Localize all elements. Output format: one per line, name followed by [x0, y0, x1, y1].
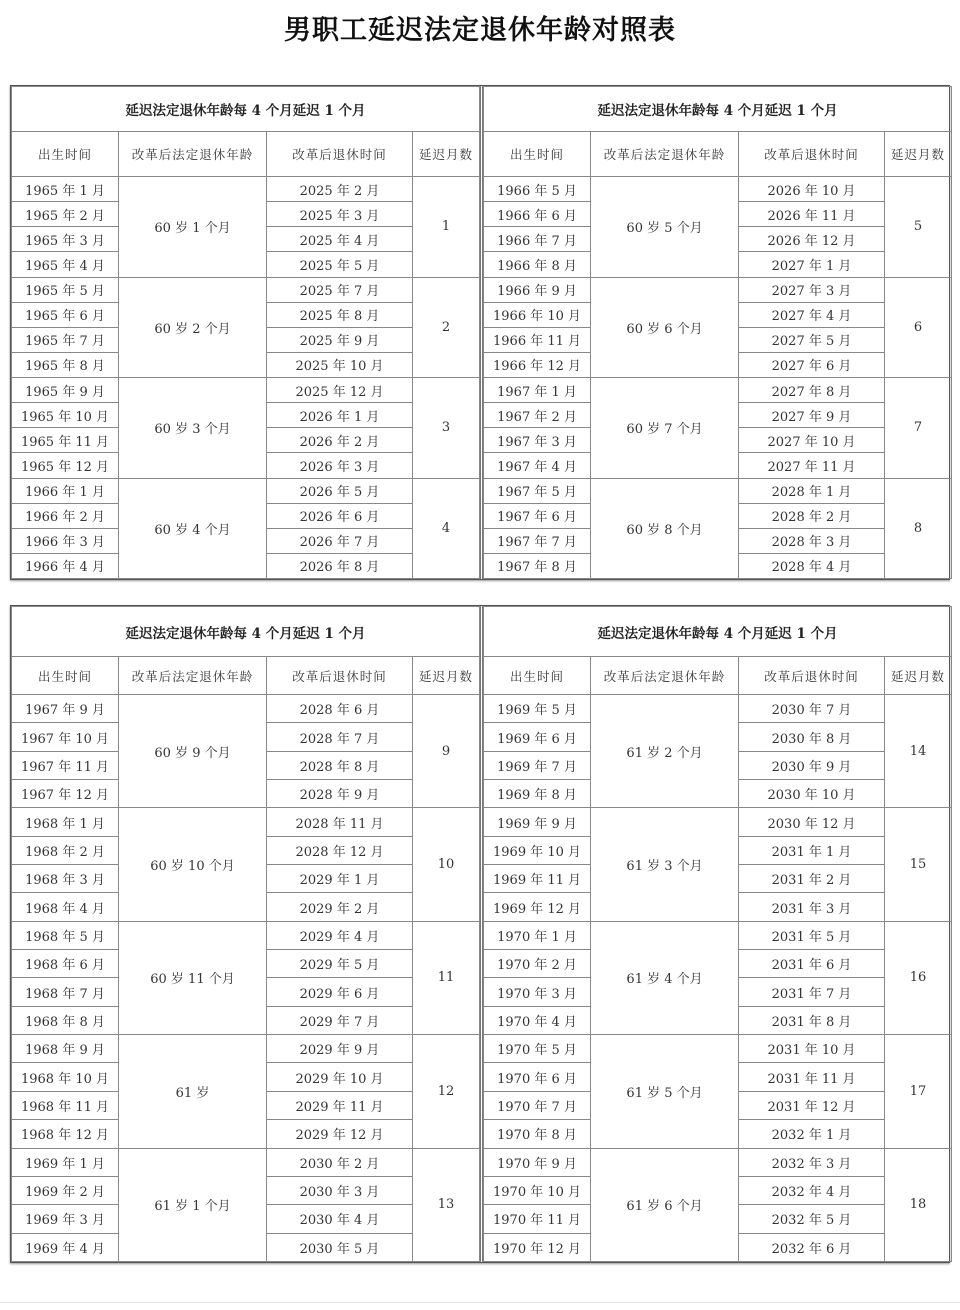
retirement-date-cell: 2031 年 8 月	[739, 1006, 885, 1034]
retirement-date-cell: 2025 年 5 月	[267, 252, 413, 277]
header-birth-date: 出生时间	[12, 657, 119, 695]
delay-months-cell: 11	[413, 921, 480, 1034]
retirement-date-cell: 2031 年 11 月	[739, 1063, 885, 1091]
retirement-date-cell: 2029 年 11 月	[267, 1091, 413, 1119]
header-birth-date: 出生时间	[12, 132, 119, 177]
header-retirement-date: 改革后退休时间	[739, 657, 885, 695]
table-row	[12, 177, 480, 202]
birth-date-cell: 1966 年 8 月	[484, 252, 591, 277]
retirement-date-cell: 2028 年 1 月	[739, 478, 885, 503]
retirement-age-cell: 61 岁 1 个月	[119, 1148, 267, 1262]
retirement-age-cell: 61 岁 3 个月	[591, 808, 739, 921]
birth-date-cell: 1970 年 4 月	[484, 1006, 591, 1034]
retirement-date-cell: 2031 年 3 月	[739, 893, 885, 921]
birth-date-cell: 1969 年 6 月	[484, 723, 591, 751]
delay-months-cell: 8	[885, 478, 952, 579]
birth-date-cell: 1965 年 6 月	[12, 302, 119, 327]
table-row	[12, 277, 480, 302]
retirement-age-cell: 61 岁 6 个月	[591, 1148, 739, 1262]
retirement-date-cell: 2028 年 4 月	[739, 553, 885, 578]
delay-months-cell: 14	[885, 695, 952, 808]
birth-date-cell: 1968 年 10 月	[12, 1063, 119, 1091]
birth-date-cell: 1967 年 1 月	[484, 378, 591, 403]
table-panel	[11, 606, 480, 1262]
retirement-date-cell: 2027 年 5 月	[739, 327, 885, 352]
retirement-date-cell: 2031 年 12 月	[739, 1091, 885, 1119]
retirement-date-cell: 2029 年 12 月	[267, 1120, 413, 1148]
retirement-date-cell: 2025 年 9 月	[267, 327, 413, 352]
birth-date-cell: 1967 年 3 月	[484, 428, 591, 453]
retirement-age-cell: 60 岁 3 个月	[119, 378, 267, 479]
birth-date-cell: 1970 年 12 月	[484, 1233, 591, 1261]
birth-date-cell: 1970 年 7 月	[484, 1091, 591, 1119]
birth-date-cell: 1966 年 1 月	[12, 478, 119, 503]
table-row	[12, 808, 480, 836]
table-title: 延迟法定退休年龄每 4 个月延迟 1 个月	[12, 87, 480, 132]
retirement-date-cell: 2028 年 12 月	[267, 836, 413, 864]
birth-date-cell: 1965 年 3 月	[12, 227, 119, 252]
delay-months-cell: 5	[885, 177, 952, 278]
delay-months-cell: 16	[885, 921, 952, 1034]
retirement-date-cell: 2027 年 8 月	[739, 378, 885, 403]
table-row	[484, 695, 952, 723]
table-panel	[11, 86, 480, 579]
birth-date-cell: 1970 年 2 月	[484, 950, 591, 978]
birth-date-cell: 1968 年 12 月	[12, 1120, 119, 1148]
retirement-age-cell: 60 岁 4 个月	[119, 478, 267, 579]
retirement-date-cell: 2031 年 7 月	[739, 978, 885, 1006]
retirement-date-cell: 2029 年 7 月	[267, 1006, 413, 1034]
retirement-date-cell: 2027 年 4 月	[739, 302, 885, 327]
birth-date-cell: 1966 年 11 月	[484, 327, 591, 352]
retirement-date-cell: 2029 年 2 月	[267, 893, 413, 921]
table-row	[12, 478, 480, 503]
retirement-date-cell: 2030 年 8 月	[739, 723, 885, 751]
retirement-date-cell: 2025 年 4 月	[267, 227, 413, 252]
birth-date-cell: 1969 年 3 月	[12, 1205, 119, 1233]
header-delay-months: 延迟月数	[885, 132, 952, 177]
retirement-date-cell: 2028 年 7 月	[267, 723, 413, 751]
birth-date-cell: 1966 年 5 月	[484, 177, 591, 202]
birth-date-cell: 1967 年 7 月	[484, 528, 591, 553]
birth-date-cell: 1969 年 5 月	[484, 695, 591, 723]
birth-date-cell: 1970 年 6 月	[484, 1063, 591, 1091]
retirement-date-cell: 2026 年 8 月	[267, 553, 413, 578]
table-row	[484, 177, 952, 202]
comparison-table-block-2	[10, 605, 950, 1263]
retirement-date-cell: 2032 年 6 月	[739, 1233, 885, 1261]
comparison-table-block-1	[10, 85, 950, 580]
retirement-date-cell: 2028 年 8 月	[267, 751, 413, 779]
retirement-date-cell: 2029 年 1 月	[267, 865, 413, 893]
divider	[0, 1302, 960, 1303]
birth-date-cell: 1970 年 3 月	[484, 978, 591, 1006]
delay-months-cell: 12	[413, 1035, 480, 1148]
table-title: 延迟法定退休年龄每 4 个月延迟 1 个月	[12, 607, 480, 657]
header-retirement-age: 改革后法定退休年龄	[591, 132, 739, 177]
retirement-date-cell: 2031 年 6 月	[739, 950, 885, 978]
table-row	[12, 921, 480, 949]
retirement-date-cell: 2027 年 1 月	[739, 252, 885, 277]
birth-date-cell: 1970 年 5 月	[484, 1035, 591, 1063]
birth-date-cell: 1968 年 2 月	[12, 836, 119, 864]
birth-date-cell: 1970 年 9 月	[484, 1148, 591, 1176]
birth-date-cell: 1966 年 2 月	[12, 503, 119, 528]
birth-date-cell: 1965 年 4 月	[12, 252, 119, 277]
retirement-date-cell: 2025 年 7 月	[267, 277, 413, 302]
table-row	[484, 478, 952, 503]
page-title: 男职工延迟法定退休年龄对照表	[284, 15, 676, 46]
retirement-age-cell: 60 岁 1 个月	[119, 177, 267, 278]
retirement-date-cell: 2029 年 9 月	[267, 1035, 413, 1063]
retirement-table	[11, 86, 480, 579]
delay-months-cell: 1	[413, 177, 480, 278]
retirement-date-cell: 2026 年 10 月	[739, 177, 885, 202]
birth-date-cell: 1965 年 11 月	[12, 428, 119, 453]
retirement-table	[483, 606, 952, 1262]
retirement-date-cell: 2030 年 3 月	[267, 1176, 413, 1204]
retirement-date-cell: 2030 年 2 月	[267, 1148, 413, 1176]
birth-date-cell: 1967 年 5 月	[484, 478, 591, 503]
retirement-date-cell: 2031 年 2 月	[739, 865, 885, 893]
retirement-date-cell: 2027 年 11 月	[739, 453, 885, 478]
table-panel	[480, 606, 952, 1262]
birth-date-cell: 1970 年 10 月	[484, 1176, 591, 1204]
birth-date-cell: 1967 年 8 月	[484, 553, 591, 578]
birth-date-cell: 1968 年 7 月	[12, 978, 119, 1006]
birth-date-cell: 1968 年 11 月	[12, 1091, 119, 1119]
retirement-age-cell: 61 岁 5 个月	[591, 1035, 739, 1148]
birth-date-cell: 1969 年 10 月	[484, 836, 591, 864]
birth-date-cell: 1966 年 3 月	[12, 528, 119, 553]
delay-months-cell: 2	[413, 277, 480, 378]
birth-date-cell: 1968 年 9 月	[12, 1035, 119, 1063]
retirement-date-cell: 2029 年 10 月	[267, 1063, 413, 1091]
header-retirement-age: 改革后法定退休年龄	[119, 132, 267, 177]
retirement-date-cell: 2027 年 6 月	[739, 352, 885, 377]
delay-months-cell: 18	[885, 1148, 952, 1262]
retirement-date-cell: 2026 年 1 月	[267, 403, 413, 428]
retirement-date-cell: 2025 年 3 月	[267, 202, 413, 227]
table-row	[484, 921, 952, 949]
retirement-date-cell: 2026 年 7 月	[267, 528, 413, 553]
delay-months-cell: 7	[885, 378, 952, 479]
table-row	[484, 1035, 952, 1063]
birth-date-cell: 1965 年 10 月	[12, 403, 119, 428]
birth-date-cell: 1967 年 11 月	[12, 751, 119, 779]
retirement-date-cell: 2029 年 5 月	[267, 950, 413, 978]
table-row	[484, 1148, 952, 1176]
birth-date-cell: 1965 年 1 月	[12, 177, 119, 202]
birth-date-cell: 1970 年 1 月	[484, 921, 591, 949]
delay-months-cell: 4	[413, 478, 480, 579]
retirement-date-cell: 2028 年 11 月	[267, 808, 413, 836]
header-retirement-date: 改革后退休时间	[267, 657, 413, 695]
birth-date-cell: 1969 年 1 月	[12, 1148, 119, 1176]
retirement-date-cell: 2030 年 7 月	[739, 695, 885, 723]
retirement-date-cell: 2026 年 2 月	[267, 428, 413, 453]
birth-date-cell: 1968 年 5 月	[12, 921, 119, 949]
birth-date-cell: 1965 年 8 月	[12, 352, 119, 377]
delay-months-cell: 17	[885, 1035, 952, 1148]
retirement-date-cell: 2031 年 1 月	[739, 836, 885, 864]
retirement-date-cell: 2025 年 12 月	[267, 378, 413, 403]
header-delay-months: 延迟月数	[413, 657, 480, 695]
table-row	[484, 808, 952, 836]
birth-date-cell: 1965 年 7 月	[12, 327, 119, 352]
header-birth-date: 出生时间	[484, 132, 591, 177]
retirement-age-cell: 61 岁 2 个月	[591, 695, 739, 808]
retirement-table	[483, 86, 952, 579]
header-retirement-age: 改革后法定退休年龄	[591, 657, 739, 695]
table-title: 延迟法定退休年龄每 4 个月延迟 1 个月	[484, 607, 952, 657]
table-title: 延迟法定退休年龄每 4 个月延迟 1 个月	[484, 87, 952, 132]
table-row	[12, 378, 480, 403]
delay-months-cell: 10	[413, 808, 480, 921]
retirement-date-cell: 2027 年 10 月	[739, 428, 885, 453]
birth-date-cell: 1966 年 9 月	[484, 277, 591, 302]
delay-months-cell: 15	[885, 808, 952, 921]
birth-date-cell: 1965 年 2 月	[12, 202, 119, 227]
retirement-age-cell: 60 岁 11 个月	[119, 921, 267, 1034]
birth-date-cell: 1966 年 10 月	[484, 302, 591, 327]
retirement-age-cell: 60 岁 10 个月	[119, 808, 267, 921]
retirement-date-cell: 2025 年 8 月	[267, 302, 413, 327]
header-retirement-date: 改革后退休时间	[739, 132, 885, 177]
delay-months-cell: 13	[413, 1148, 480, 1262]
retirement-date-cell: 2026 年 6 月	[267, 503, 413, 528]
retirement-date-cell: 2031 年 10 月	[739, 1035, 885, 1063]
birth-date-cell: 1969 年 2 月	[12, 1176, 119, 1204]
birth-date-cell: 1966 年 6 月	[484, 202, 591, 227]
birth-date-cell: 1967 年 10 月	[12, 723, 119, 751]
birth-date-cell: 1969 年 9 月	[484, 808, 591, 836]
retirement-date-cell: 2025 年 10 月	[267, 352, 413, 377]
birth-date-cell: 1966 年 4 月	[12, 553, 119, 578]
birth-date-cell: 1969 年 11 月	[484, 865, 591, 893]
birth-date-cell: 1965 年 9 月	[12, 378, 119, 403]
birth-date-cell: 1969 年 7 月	[484, 751, 591, 779]
birth-date-cell: 1968 年 6 月	[12, 950, 119, 978]
delay-months-cell: 9	[413, 695, 480, 808]
birth-date-cell: 1970 年 11 月	[484, 1205, 591, 1233]
birth-date-cell: 1967 年 2 月	[484, 403, 591, 428]
table-row	[12, 1148, 480, 1176]
retirement-age-cell: 60 岁 9 个月	[119, 695, 267, 808]
retirement-date-cell: 2026 年 3 月	[267, 453, 413, 478]
birth-date-cell: 1965 年 12 月	[12, 453, 119, 478]
birth-date-cell: 1967 年 9 月	[12, 695, 119, 723]
retirement-date-cell: 2028 年 6 月	[267, 695, 413, 723]
retirement-date-cell: 2026 年 5 月	[267, 478, 413, 503]
retirement-date-cell: 2025 年 2 月	[267, 177, 413, 202]
retirement-date-cell: 2032 年 1 月	[739, 1120, 885, 1148]
birth-date-cell: 1969 年 12 月	[484, 893, 591, 921]
table-row	[484, 378, 952, 403]
birth-date-cell: 1968 年 4 月	[12, 893, 119, 921]
retirement-date-cell: 2029 年 6 月	[267, 978, 413, 1006]
retirement-date-cell: 2030 年 4 月	[267, 1205, 413, 1233]
retirement-age-cell: 61 岁	[119, 1035, 267, 1148]
retirement-date-cell: 2030 年 10 月	[739, 780, 885, 808]
birth-date-cell: 1967 年 12 月	[12, 780, 119, 808]
retirement-date-cell: 2030 年 9 月	[739, 751, 885, 779]
retirement-age-cell: 60 岁 8 个月	[591, 478, 739, 579]
retirement-date-cell: 2029 年 4 月	[267, 921, 413, 949]
retirement-age-cell: 60 岁 7 个月	[591, 378, 739, 479]
birth-date-cell: 1968 年 3 月	[12, 865, 119, 893]
retirement-date-cell: 2032 年 4 月	[739, 1176, 885, 1204]
table-panel	[480, 86, 952, 579]
retirement-date-cell: 2027 年 9 月	[739, 403, 885, 428]
header-delay-months: 延迟月数	[885, 657, 952, 695]
retirement-age-cell: 61 岁 4 个月	[591, 921, 739, 1034]
retirement-date-cell: 2028 年 9 月	[267, 780, 413, 808]
retirement-table	[11, 606, 480, 1262]
birth-date-cell: 1969 年 8 月	[484, 780, 591, 808]
birth-date-cell: 1968 年 1 月	[12, 808, 119, 836]
birth-date-cell: 1968 年 8 月	[12, 1006, 119, 1034]
birth-date-cell: 1969 年 4 月	[12, 1233, 119, 1261]
retirement-date-cell: 2030 年 5 月	[267, 1233, 413, 1261]
birth-date-cell: 1965 年 5 月	[12, 277, 119, 302]
retirement-date-cell: 2027 年 3 月	[739, 277, 885, 302]
retirement-date-cell: 2026 年 12 月	[739, 227, 885, 252]
birth-date-cell: 1966 年 7 月	[484, 227, 591, 252]
birth-date-cell: 1970 年 8 月	[484, 1120, 591, 1148]
retirement-date-cell: 2031 年 5 月	[739, 921, 885, 949]
birth-date-cell: 1966 年 12 月	[484, 352, 591, 377]
retirement-date-cell: 2028 年 2 月	[739, 503, 885, 528]
retirement-age-cell: 60 岁 2 个月	[119, 277, 267, 378]
retirement-age-cell: 60 岁 6 个月	[591, 277, 739, 378]
birth-date-cell: 1967 年 6 月	[484, 503, 591, 528]
header-birth-date: 出生时间	[484, 657, 591, 695]
header-delay-months: 延迟月数	[413, 132, 480, 177]
retirement-date-cell: 2032 年 5 月	[739, 1205, 885, 1233]
header-retirement-date: 改革后退休时间	[267, 132, 413, 177]
birth-date-cell: 1967 年 4 月	[484, 453, 591, 478]
table-row	[12, 1035, 480, 1063]
retirement-date-cell: 2026 年 11 月	[739, 202, 885, 227]
table-row	[484, 277, 952, 302]
retirement-date-cell: 2030 年 12 月	[739, 808, 885, 836]
retirement-date-cell: 2032 年 3 月	[739, 1148, 885, 1176]
retirement-date-cell: 2028 年 3 月	[739, 528, 885, 553]
table-row	[12, 695, 480, 723]
delay-months-cell: 6	[885, 277, 952, 378]
delay-months-cell: 3	[413, 378, 480, 479]
header-retirement-age: 改革后法定退休年龄	[119, 657, 267, 695]
retirement-age-cell: 60 岁 5 个月	[591, 177, 739, 278]
